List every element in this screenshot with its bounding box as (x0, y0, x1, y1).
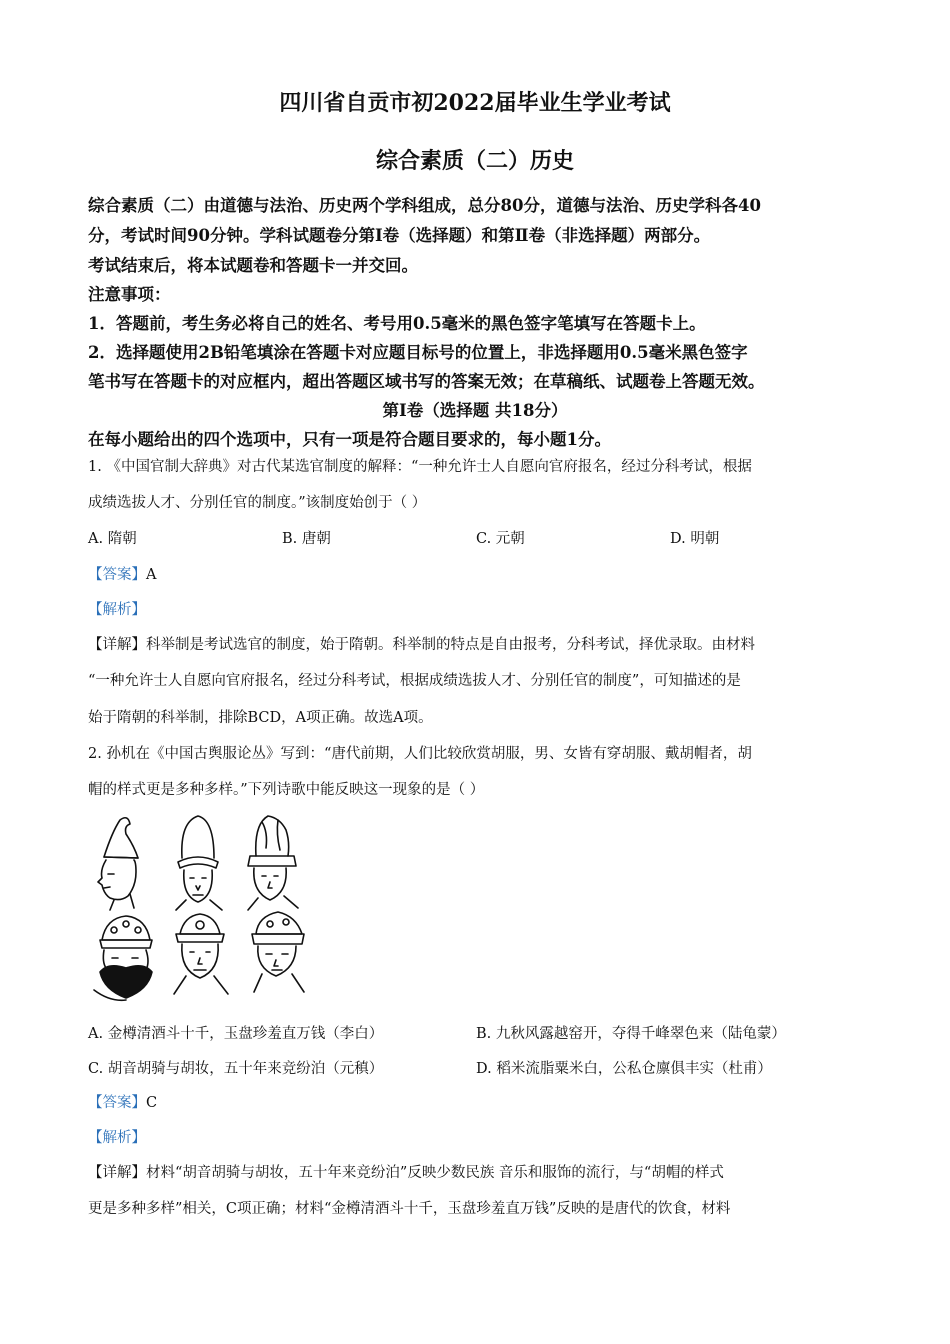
q2-analysis-tag: 【解析】 (88, 1130, 146, 1146)
hu-hats-illustration (90, 812, 320, 1007)
q2-option-d: D. 稻米流脂粟米白，公私仓廪俱丰实（杜甫） (476, 1061, 772, 1077)
exam-title: 四川省自贡市初2022届毕业生学业考试 (279, 90, 671, 116)
q1-option-a: A. 隋朝 (88, 531, 137, 547)
notice-heading: 注意事项： (88, 285, 171, 304)
intro-line-1: 综合素质（二）由道德与法治、历史两个学科组成，总分80分，道德与法治、历史学科各40 (88, 196, 761, 215)
q1-detail-line-2: “一种允许士人自愿向官府报名，经过分科考试，根据成绩选拔人才、分别任官的制度”，可知描述的是 (88, 673, 741, 689)
q2-option-b: B. 九秋风露越窑开，夺得千峰翠色来（陆龟蒙） (476, 1026, 786, 1042)
face-5 (174, 914, 228, 994)
face-4 (94, 916, 152, 1000)
q1-stem-line-1: 1. 《中国官制大辞典》对古代某选官制度的解释：“一种允许士人自愿向官府报名，经过分科考试，根据 (88, 459, 752, 475)
q2-option-c: C. 胡音胡骑与胡妆，五十年来竞纷泊（元稹） (88, 1061, 384, 1077)
q1-option-b: B. 唐朝 (282, 531, 331, 547)
q1-option-d: D. 明朝 (670, 531, 720, 547)
section-heading: 第Ⅰ卷（选择题 共18分） (382, 401, 568, 420)
intro-line-2: 分，考试时间90分钟。学科试题卷分第Ⅰ卷（选择题）和第Ⅱ卷（非选择题）两部分。 (88, 226, 711, 245)
face-1 (98, 818, 138, 910)
q2-detail-line-1 (88, 1161, 724, 1182)
q2-answer-value: C (146, 1095, 158, 1111)
face-2 (176, 816, 222, 910)
answer-tag: 【答案】 (88, 567, 146, 583)
notice-item-1: 1．答题前，考生务必将自己的姓名、考号用0.5毫米的黑色签字笔填写在答题卡上。 (88, 314, 706, 333)
q1-answer (88, 563, 156, 584)
detail-tag: 【详解】 (88, 1165, 146, 1181)
q1-option-c: C. 元朝 (476, 531, 525, 547)
section-instruction: 在每小题给出的四个选项中，只有一项是符合题目要求的，每小题1分。 (88, 430, 611, 449)
q1-answer-value: A (146, 567, 157, 583)
q1-detail-line-3: 始于隋朝的科举制，排除BCD，A项正确。故选A项。 (88, 710, 433, 726)
intro-line-3: 考试结束后，将本试题卷和答题卡一并交回。 (88, 256, 418, 275)
q1-detail-line-1 (88, 633, 755, 654)
q1-analysis-tag: 【解析】 (88, 602, 146, 618)
q1-detail-text-1: 科举制是考试选官的制度，始于隋朝。科举制的特点是自由报考，分科考试，择优录取。由材料 (146, 637, 755, 653)
answer-tag: 【答案】 (88, 1095, 146, 1111)
exam-subtitle: 综合素质（二）历史 (375, 148, 574, 174)
q2-option-a: A. 金樽清酒斗十千，玉盘珍羞直万钱（李白） (88, 1026, 384, 1042)
notice-item-2b: 笔书写在答题卡的对应框内，超出答题区域书写的答案无效；在草稿纸、试题卷上答题无效。 (88, 372, 765, 391)
q1-stem-line-2: 成绩选拔人才、分别任官的制度。”该制度始创于（ ） (88, 495, 427, 511)
detail-tag: 【详解】 (88, 637, 146, 653)
face-6 (252, 912, 304, 992)
q2-detail-text-1: 材料“胡音胡骑与胡妆，五十年来竞纷泊”反映少数民族 音乐和服饰的流行，与“胡帽的样式 (146, 1165, 724, 1181)
q2-stem-line-1: 2. 孙机在《中国古舆服论丛》写到：“唐代前期，人们比较欣赏胡服，男、女皆有穿胡服、戴胡帽者，胡 (88, 746, 752, 762)
q2-detail-line-2: 更是多种多样”相关，C项正确；材料“金樽清酒斗十千，玉盘珍羞直万钱”反映的是唐代的饮食，材料 (88, 1201, 731, 1217)
q2-answer (88, 1091, 157, 1112)
notice-item-2a: 2．选择题使用2B铅笔填涂在答题卡对应题目标号的位置上，非选择题用0.5毫米黑色签字 (88, 343, 748, 362)
q2-stem-line-2: 帽的样式更是多种多样。”下列诗歌中能反映这一现象的是（ ） (88, 782, 485, 798)
face-3 (248, 816, 298, 910)
